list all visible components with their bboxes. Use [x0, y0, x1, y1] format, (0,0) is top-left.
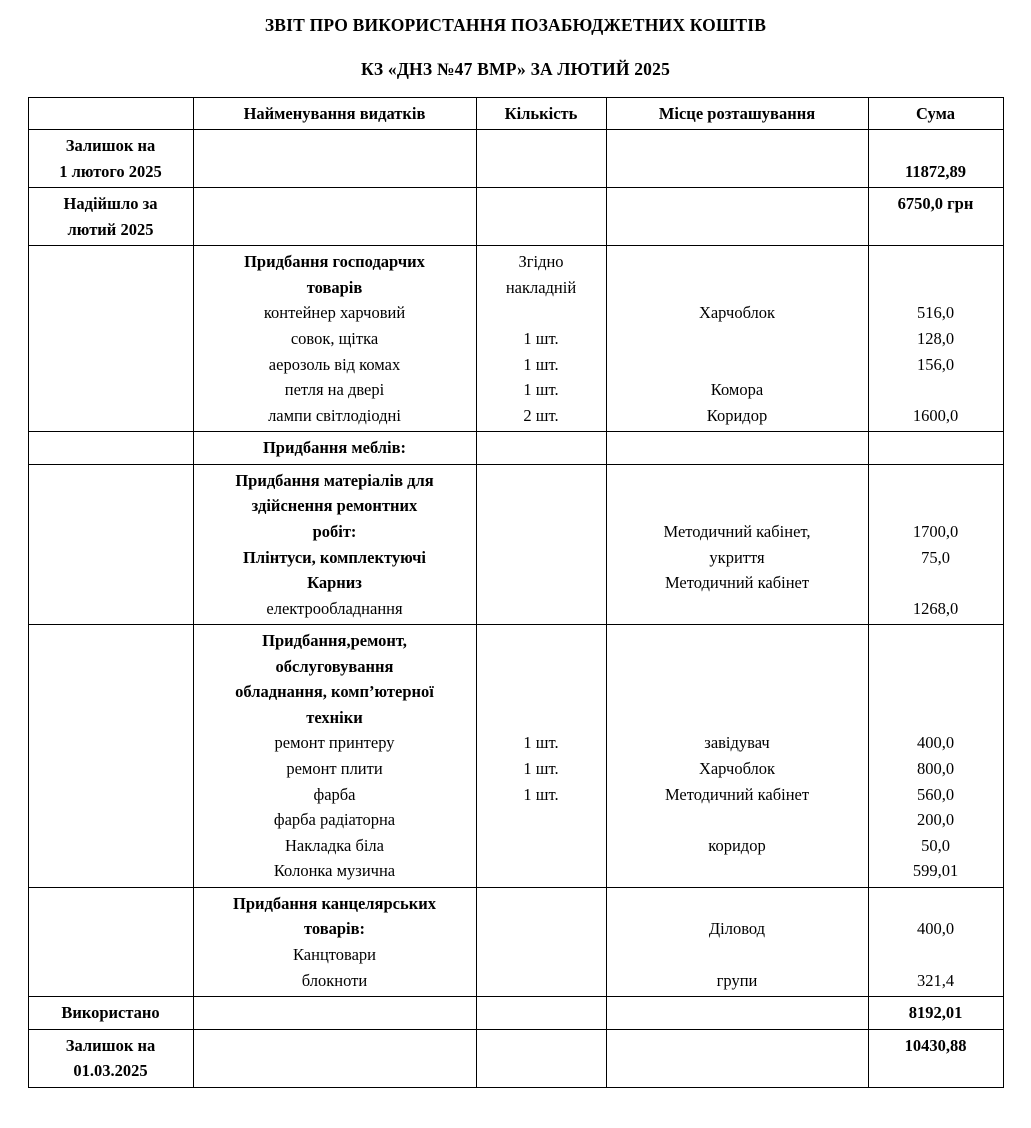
equipment-item-3: фарба — [313, 784, 356, 804]
row-label-repair-materials — [28, 464, 193, 624]
cell-name-used — [193, 997, 476, 1030]
repair-sum-line3: 1700,0 — [912, 521, 959, 541]
cell-location-repair-materials — [606, 464, 868, 624]
equipment-title-line4: техніки — [306, 707, 363, 727]
equipment-place-line6: Харчоблок — [698, 759, 776, 778]
household-item-5: лампи світлодіодні — [268, 405, 401, 425]
equipment-item-2: ремонт плити — [286, 759, 383, 778]
title-line-2: КЗ «ДНЗ №47 ВМР» ЗА ЛЮТИЙ 2025 — [360, 59, 671, 80]
equipment-item-5: Накладка біла — [285, 835, 384, 855]
household-place-line6: Комора — [710, 380, 764, 400]
equipment-title-line2: обслуговування — [275, 656, 394, 676]
repair-name-line4: Плінтуси, комплектуючі — [243, 547, 426, 567]
equipment-title-line3: обладнання, комп’ютерної — [235, 682, 434, 702]
household-qty-line2: накладній — [505, 277, 577, 297]
household-sum-line3: 516,0 — [916, 303, 955, 323]
equipment-qty-line5: 1 шт. — [523, 733, 559, 753]
stationery-place-line4: групи — [716, 970, 758, 990]
balance-start-sum: 11872,89 — [905, 161, 966, 181]
equipment-sum-line7: 560,0 — [916, 784, 955, 804]
balance-start-label-line2: 1 лютого 2025 — [59, 161, 162, 181]
cell-name-balance-end — [193, 1029, 476, 1087]
table-row — [28, 246, 1003, 432]
household-sum-line7: 1600,0 — [912, 405, 959, 425]
equipment-sum-line6: 800,0 — [916, 759, 955, 778]
balance-end-label-line2: 01.03.2025 — [73, 1061, 148, 1081]
household-title-line2: товарів — [306, 277, 363, 297]
cell-quantity-household — [476, 246, 606, 432]
equipment-item-1: ремонт принтеру — [274, 733, 395, 753]
row-label-household — [28, 246, 193, 432]
household-title-line1: Придбання господарчих — [244, 252, 425, 272]
repair-sum-line6: 1268,0 — [912, 598, 959, 618]
repair-name-line3: робіт: — [312, 521, 357, 541]
received-label-line2: лютий 2025 — [67, 219, 154, 239]
header-cell-sum: Сума — [868, 97, 1003, 130]
household-item-2: совок, щітка — [290, 329, 379, 348]
row-label-balance-end — [28, 1029, 193, 1087]
household-qty-line4: 1 шт. — [523, 329, 559, 348]
row-label-furniture — [28, 432, 193, 465]
equipment-title-line1: Придбання,ремонт, — [262, 631, 407, 651]
cell-quantity — [476, 130, 606, 188]
cell-location — [606, 130, 868, 188]
cell-name-household — [193, 246, 476, 432]
balance-end-label-line1: Залишок на — [65, 1035, 156, 1055]
cell-quantity-repair-materials — [476, 464, 606, 624]
row-label-received — [28, 188, 193, 246]
household-item-3: аерозоль від комах — [268, 354, 401, 374]
table-row — [28, 432, 1003, 465]
table-row — [28, 188, 1003, 246]
equipment-qty-line7: 1 шт. — [523, 784, 559, 804]
cell-location-stationery — [606, 887, 868, 996]
household-qty-line1: Згідно — [518, 252, 564, 272]
repair-name-line6: електрообладнання — [266, 598, 403, 618]
cell-sum-received: 6750,0 грн — [868, 188, 1003, 246]
row-label-balance-start — [28, 130, 193, 188]
household-qty-line7: 2 шт. — [523, 405, 559, 425]
cell-location-equipment — [606, 625, 868, 888]
household-sum-line4: 128,0 — [916, 329, 955, 348]
cell-sum-repair-materials — [868, 464, 1003, 624]
stationery-sum-line2: 400,0 — [916, 919, 955, 939]
row-label-used: Використано — [28, 997, 193, 1030]
row-label-stationery — [28, 887, 193, 996]
header-cell-location: Місце розташування — [606, 97, 868, 130]
cell-name-stationery — [193, 887, 476, 996]
cell-quantity-equipment — [476, 625, 606, 888]
equipment-place-line9: коридор — [708, 835, 766, 855]
stationery-place-line2: Діловод — [708, 919, 766, 939]
equipment-place-line7: Методичний кабінет — [664, 784, 810, 804]
table-row — [28, 997, 1003, 1030]
stationery-sum-line4: 321,4 — [916, 970, 955, 990]
household-sum-line5: 156,0 — [916, 354, 955, 374]
stationery-title-line1: Придбання канцелярських — [233, 893, 436, 913]
cell-location-furniture — [606, 432, 868, 465]
household-qty-line5: 1 шт. — [523, 354, 559, 374]
table-row — [28, 464, 1003, 624]
table-header-row — [28, 97, 1003, 130]
repair-name-line2: здійснення ремонтних — [251, 496, 418, 516]
equipment-sum-line8: 200,0 — [916, 810, 955, 830]
cell-quantity — [476, 188, 606, 246]
equipment-place-line5: завідувач — [704, 733, 770, 753]
cell-quantity-balance-end — [476, 1029, 606, 1087]
cell-sum-equipment — [868, 625, 1003, 888]
repair-place-line5: Методичний кабінет — [664, 573, 810, 593]
equipment-sum-line10: 599,01 — [912, 861, 959, 881]
cell-name — [193, 188, 476, 246]
cell-quantity-used — [476, 997, 606, 1030]
cell-sum-balance-start — [868, 130, 1003, 188]
table-row — [28, 625, 1003, 888]
header-cell-name: Найменування видатків — [193, 97, 476, 130]
equipment-sum-line9: 50,0 — [921, 835, 950, 855]
cell-sum-used: 8192,01 — [868, 997, 1003, 1030]
cell-name-repair-materials — [193, 464, 476, 624]
cell-sum-stationery — [868, 887, 1003, 996]
household-qty-line6: 1 шт. — [523, 380, 559, 400]
stationery-title-line2: товарів: — [303, 919, 366, 939]
table-row — [28, 887, 1003, 996]
repair-place-line4: укриття — [709, 547, 765, 567]
cell-location-used — [606, 997, 868, 1030]
cell-quantity-furniture — [476, 432, 606, 465]
equipment-qty-line6: 1 шт. — [523, 759, 559, 778]
cell-location-household — [606, 246, 868, 432]
title-line-1: ЗВІТ ПРО ВИКОРИСТАННЯ ПОЗАБЮДЖЕТНИХ КОШТІВ — [264, 15, 767, 35]
cell-quantity-stationery — [476, 887, 606, 996]
cell-sum-household — [868, 246, 1003, 432]
cell-location-balance-end — [606, 1029, 868, 1087]
cell-sum-balance-end: 10430,88 — [868, 1029, 1003, 1087]
equipment-item-6: Колонка музична — [273, 861, 396, 881]
stationery-item-1: Канцтовари — [293, 944, 376, 964]
repair-sum-line4: 75,0 — [921, 547, 950, 567]
cell-name-equipment — [193, 625, 476, 888]
table-row — [28, 1029, 1003, 1087]
stationery-item-2: блокноти — [301, 970, 368, 990]
cell-sum-furniture — [868, 432, 1003, 465]
cell-location — [606, 188, 868, 246]
row-label-equipment — [28, 625, 193, 888]
document-title — [18, 12, 1013, 83]
header-cell-quantity: Кількість — [476, 97, 606, 130]
equipment-item-4: фарба радіаторна — [273, 810, 396, 830]
cell-name-furniture: Придбання меблів: — [193, 432, 476, 465]
cell-name — [193, 130, 476, 188]
equipment-sum-line5: 400,0 — [916, 733, 955, 753]
household-place-line3: Харчоблок — [698, 303, 776, 323]
header-cell-blank — [28, 97, 193, 130]
received-label-line1: Надійшло за — [63, 194, 158, 214]
household-item-1: контейнер харчовий — [263, 303, 406, 323]
repair-name-line1: Придбання матеріалів для — [235, 470, 434, 490]
balance-start-label-line1: Залишок на — [65, 136, 156, 156]
expenses-table — [28, 97, 1004, 1088]
repair-name-line5: Карниз — [307, 573, 362, 593]
household-item-4: петля на двері — [284, 380, 385, 400]
repair-place-line3: Методичний кабінет, — [663, 521, 811, 541]
table-row — [28, 130, 1003, 188]
household-place-line7: Коридор — [706, 405, 768, 425]
